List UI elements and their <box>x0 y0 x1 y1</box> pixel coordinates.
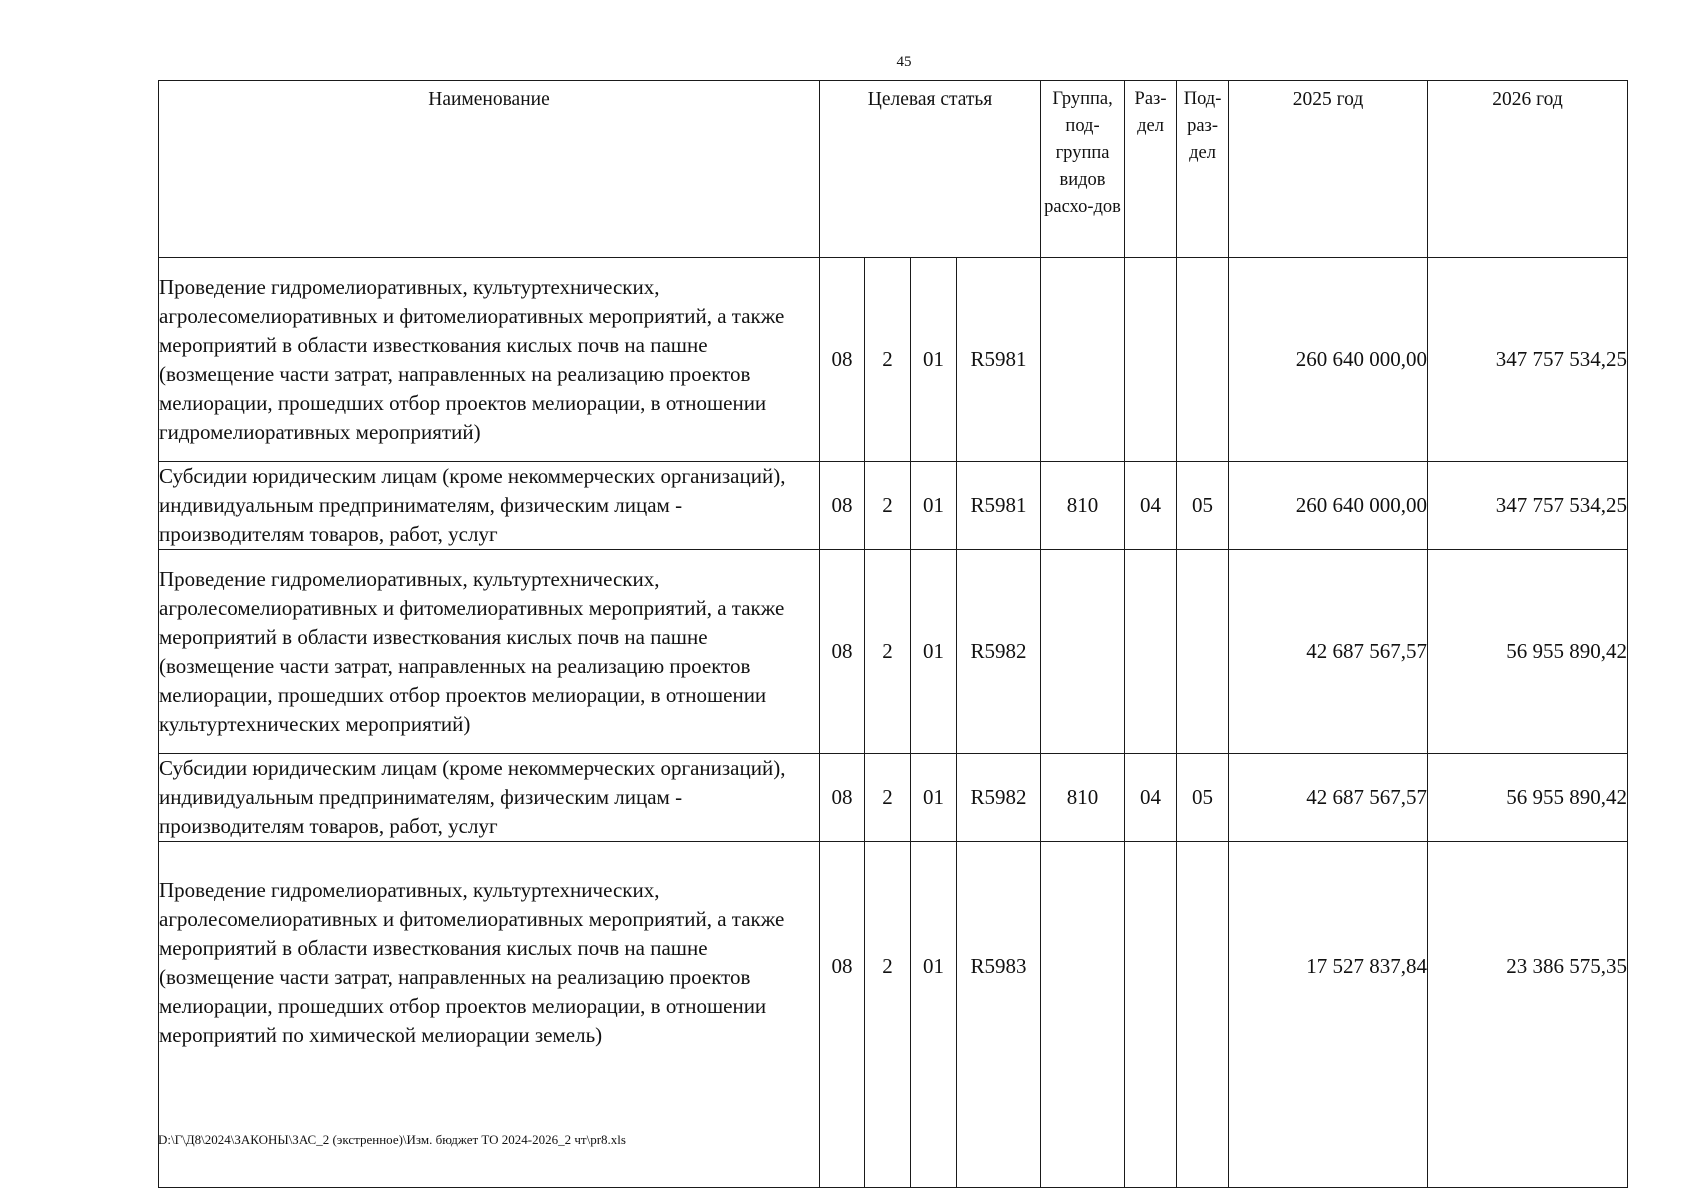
expense-group-cell <box>1041 842 1125 1188</box>
header-year-2026: 2026 год <box>1428 81 1628 258</box>
amount-2026: 347 757 534,25 <box>1428 258 1628 462</box>
target-code-subprogram: 2 <box>865 754 911 842</box>
amount-2026: 347 757 534,25 <box>1428 462 1628 550</box>
section-cell: 04 <box>1125 462 1177 550</box>
page-number: 45 <box>896 54 912 70</box>
target-code-program: 08 <box>820 462 865 550</box>
target-code-subprogram: 2 <box>865 550 911 754</box>
header-name: Наименование <box>159 81 820 258</box>
row-name: Субсидии юридическим лицам (кроме некоммерческих организаций), индивидуальным предпринимателям, физическим лицам - производителям товаров, работ, услуг <box>159 462 820 550</box>
expense-group-cell <box>1041 258 1125 462</box>
header-year-2025: 2025 год <box>1229 81 1428 258</box>
row-name: Проведение гидромелиоративных, культуртехнических, агролесомелиоративных и фитомелиоративных мероприятий, а также мероприятий в области известкования кислых почв на пашне (возмещение части затрат, направленных на реализацию проектов мелиорации, прошедших отбор проектов мелиорации, в отношении гидромелиоративных мероприятий) <box>159 258 820 462</box>
target-code-main-event: 01 <box>911 842 957 1188</box>
amount-2026: 23 386 575,35 <box>1428 842 1628 1188</box>
amount-2025: 42 687 567,57 <box>1229 550 1428 754</box>
target-code-subprogram: 2 <box>865 462 911 550</box>
header-subsection: Под-раз-дел <box>1177 81 1229 258</box>
table-row <box>159 462 1628 550</box>
amount-2025: 17 527 837,84 <box>1229 842 1428 1188</box>
target-code-program: 08 <box>820 754 865 842</box>
target-code-program: 08 <box>820 550 865 754</box>
row-name: Проведение гидромелиоративных, культуртехнических, агролесомелиоративных и фитомелиоративных мероприятий, а также мероприятий в области известкования кислых почв на пашне (возмещение части затрат, направленных на реализацию проектов мелиорации, прошедших отбор проектов мелиорации, в отношении культуртехнических мероприятий) <box>159 550 820 754</box>
section-cell <box>1125 550 1177 754</box>
budget-table <box>158 80 1628 1188</box>
target-code-program: 08 <box>820 258 865 462</box>
target-code-subprogram: 2 <box>865 842 911 1188</box>
subsection-cell: 05 <box>1177 462 1229 550</box>
target-code-direction: R5983 <box>957 842 1041 1188</box>
target-code-direction: R5981 <box>957 462 1041 550</box>
file-path-footer: D:\Г\Д8\2024\ЗАКОНЫ\ЗАС_2 (экстренное)\Изм. бюджет ТО 2024-2026_2 чт\pr8.xls <box>158 1132 626 1147</box>
section-cell: 04 <box>1125 754 1177 842</box>
expense-group-cell <box>1041 550 1125 754</box>
header-expense-group: Группа, под-группа видов расхо-дов <box>1041 81 1125 258</box>
subsection-cell <box>1177 550 1229 754</box>
table-row <box>159 258 1628 462</box>
target-code-main-event: 01 <box>911 258 957 462</box>
table-row <box>159 550 1628 754</box>
header-section: Раз-дел <box>1125 81 1177 258</box>
target-code-direction: R5982 <box>957 754 1041 842</box>
amount-2026: 56 955 890,42 <box>1428 754 1628 842</box>
amount-2025: 260 640 000,00 <box>1229 462 1428 550</box>
table-row <box>159 754 1628 842</box>
row-name: Субсидии юридическим лицам (кроме некоммерческих организаций), индивидуальным предпринимателям, физическим лицам - производителям товаров, работ, услуг <box>159 754 820 842</box>
target-code-program: 08 <box>820 842 865 1188</box>
target-code-direction: R5982 <box>957 550 1041 754</box>
expense-group-cell: 810 <box>1041 754 1125 842</box>
target-code-main-event: 01 <box>911 754 957 842</box>
table-header-row <box>159 81 1628 258</box>
target-code-main-event: 01 <box>911 462 957 550</box>
section-cell <box>1125 842 1177 1188</box>
subsection-cell: 05 <box>1177 754 1229 842</box>
target-code-subprogram: 2 <box>865 258 911 462</box>
amount-2026: 56 955 890,42 <box>1428 550 1628 754</box>
expense-group-cell: 810 <box>1041 462 1125 550</box>
target-code-direction: R5981 <box>957 258 1041 462</box>
amount-2025: 42 687 567,57 <box>1229 754 1428 842</box>
target-code-main-event: 01 <box>911 550 957 754</box>
section-cell <box>1125 258 1177 462</box>
subsection-cell <box>1177 258 1229 462</box>
header-target-article: Целевая статья <box>820 81 1041 258</box>
row-name: Проведение гидромелиоративных, культуртехнических, агролесомелиоративных и фитомелиоративных мероприятий, а также мероприятий в области известкования кислых почв на пашне (возмещение части затрат, направленных на реализацию проектов мелиорации, прошедших отбор проектов мелиорации, в отношении мероприятий по химической мелиорации земель) <box>159 842 820 1188</box>
amount-2025: 260 640 000,00 <box>1229 258 1428 462</box>
subsection-cell <box>1177 842 1229 1188</box>
